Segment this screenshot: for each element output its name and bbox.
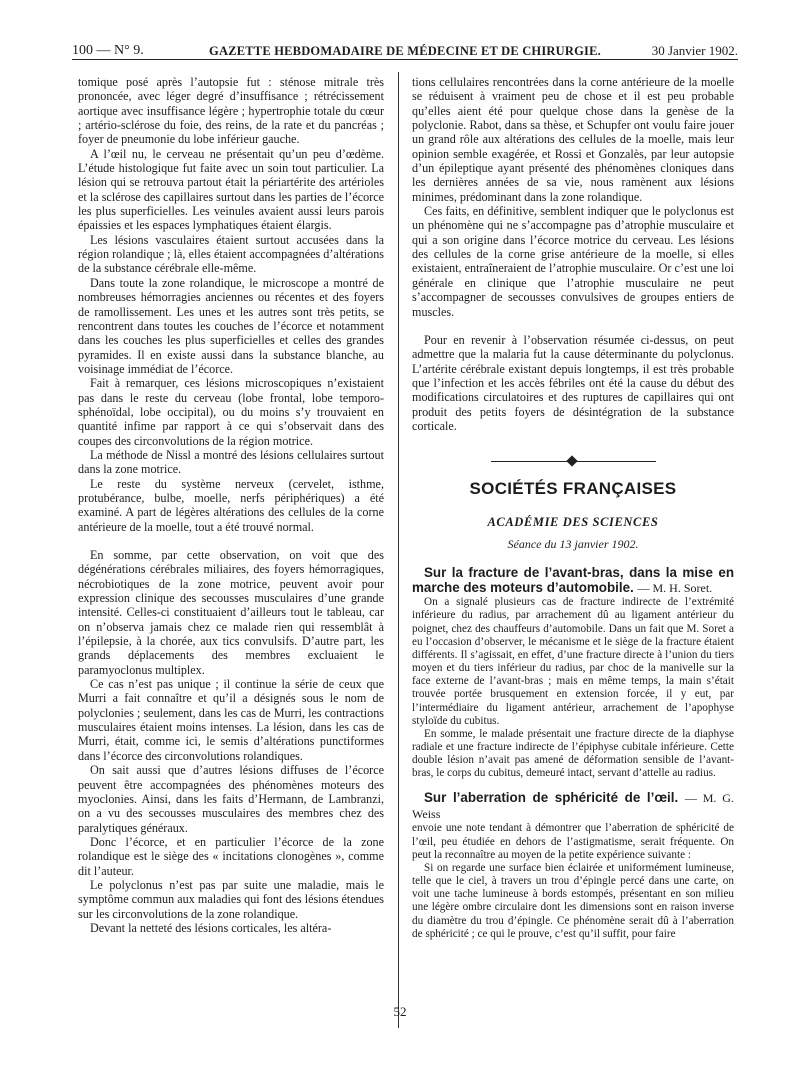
article-title-text: Sur la fracture de l’avant-bras, dans la mise en marche des moteurs d’automobile.	[412, 565, 734, 596]
paragraph: La méthode de Nissl a montré des lésions cellulaires surtout dans la zone motrice.	[78, 447, 384, 477]
column-divider	[398, 72, 399, 1028]
article-aberration	[412, 790, 734, 940]
paragraph: On a signalé plusieurs cas de fracture indirecte de l’extrémité inférieure du radius, par arrachement dû au ligament antérieur du poignet, chez des chauffeurs d’automobile. Dans un fait que M. Soret a eu l’occasion d’observer, le mécanisme et le siège de la fracture étaient différents. Il s’agissait, en effet, d’une fracture directe à l’union du tiers moyen et du tiers inférieur du radius, par choc de la manivelle sur la face externe de l’avant-bras ; mais en même temps, la main s’était trouvée portée brusquement en extension forcée, il y eut, par l’intermédiaire du ligament antérieur, arrachement de l’apophyse styloïde du cubitus.	[412, 596, 734, 727]
paragraph: A l’œil nu, le cerveau ne présentait qu’un peu d’œdème. L’étude histologique fut faite avec un soin tout particulier. La lésion qui se retrouva partout était la périartérite des artérioles et la sclérose des capillaires surtout dans les parties de l’écorce les plus superficielles. Les veinules avaient aussi leurs parois épaissies et les espaces lymphatiques étaient élargis.	[78, 146, 384, 233]
paragraph: envoie une note tendant à démontrer que l’aberration de sphéricité de l’œil, peu étudiée en dehors de l’astigmatisme, serait fréquente. On peut la reconnaître au moyen de la petite expérience suivante :	[412, 822, 734, 861]
journal-title: GAZETTE HEBDOMADAIRE DE MÉDECINE ET DE CHIRURGIE.	[209, 44, 601, 58]
paragraph: Le reste du système nerveux (cervelet, isthme, protubérance, bulbe, moelle, nerfs périphériques) a été examiné. A part de légères altérations des cellules de la corne antérieure de la moelle, tout a été trouvé normal.	[78, 476, 384, 534]
paragraph: Devant la netteté des lésions corticales, les altéra-	[90, 920, 332, 935]
separator-ornament-icon	[566, 456, 577, 467]
paragraph: Ce cas n’est pas unique ; il continue la série de ceux que Murri a fait connaître et qu’il a désignés sous le nom de polyclonies ; seulement, dans les cas de Murri, les contractions musculaires étaient moins intenses. La lésion, dans les cas de Murri, était, comme ici, le semis d’altérations punctiformes dans l’écorce des circonvolutions rolandiques.	[78, 677, 384, 763]
paragraph: Si on regarde une surface bien éclairée et uniformément lumineuse, telle que le ciel, à travers un trou d’épingle percé dans une carte, on voit une tache lumineuse à bords estompés, présentant en son milieu une légère ombre circulaire dont les dimensions sont en raison inverse du diamètre du trou d’épingle. Ce phénomène serait dû à l’aberration de sphéricité ; ce qui le prouve, c’est qu’il suffit, pour faire	[412, 861, 734, 940]
left-column	[78, 75, 384, 1035]
section-separator	[491, 455, 656, 468]
paragraph: tomique posé après l’autopsie fut : sténose mitrale très prononcée, avec léger degré d’insuffisance ; rétrécissement aortique avec insuffisance légère ; hypertrophie totale du cœur ; artério-sclérose du foie, des reins, de la rate et du pancréas ; foyer de pneumonie du lobe inférieur gauche.	[78, 75, 384, 147]
issue-date: 30 Janvier 1902.	[651, 43, 738, 58]
session-date: Séance du 13 janvier 1902.	[507, 536, 639, 551]
running-header	[72, 37, 738, 60]
article-fracture	[412, 565, 734, 780]
paragraph-gap	[78, 534, 384, 548]
paragraph: Dans toute la zone rolandique, le microscope a montré de nombreuses hémorragies anciennes ou récentes et des foyers de ramollissement. Les unes et les autres sont très petits, se rencontrent dans toutes les couches de l’écorce et notamment dans les couches les plus superficielles et celles des grandes pyramides. Il en existe aussi dans la substance blanche, au voisinage immédiat de l’écorce.	[78, 275, 384, 376]
article-title	[412, 790, 734, 822]
article-author: — M. G. Weiss	[412, 791, 734, 822]
paragraph: En somme, par cette observation, on voit que des dégénérations cérébrales miliaires, des foyers hémorragiques, nécrobiotiques de la zone motrice, peuvent avoir pour expression clinique des secousses musculaires d’une grande intensité. Celles-ci constituaient d’ailleurs tout le tableau, car on n’observa jamais chez ce malade rien qui ressemblât à l’épilepsie, à la chorée, aux tics convulsifs. D’autre part, les grands déplacements des membres excluaient le paramyoclonus multiplex.	[78, 548, 384, 677]
paragraph: Fait à remarquer, ces lésions microscopiques n’existaient pas dans le reste du cerveau (lobe frontal, lobe temporo-sphénoïdal, lobe occipital), ou du moins s’y trouvaient en quantité infime par rapport à ce qui s’observait dans des coupes des circonvolutions de la région motrice.	[78, 376, 384, 448]
paragraph-gap	[412, 319, 734, 333]
paragraph: En somme, le malade présentait une fracture directe de la diaphyse radiale et une fracture indirecte de l’épiphyse cubitale inférieure. Cette double lésion n’avait pas amené de déformation sensible de l’avant-bras, le corps du cubitus, demeuré intact, servant d’attelle au radius.	[412, 727, 734, 780]
article-body	[412, 596, 734, 780]
paragraph: Le polyclonus n’est pas par suite une maladie, mais le symptôme commun aux maladies qui font des lésions étendues sur les circonvolutions de la zone rolandique.	[78, 877, 384, 921]
right-column	[412, 75, 734, 1035]
paragraph: Les lésions vasculaires étaient surtout accusées dans la région rolandique ; là, elles étaient accompagnées d’altérations de la substance cérébrale elle-même.	[78, 232, 384, 276]
article-author: — M. H. Soret.	[637, 581, 713, 596]
article-gap	[412, 780, 734, 790]
paragraph: tions cellulaires rencontrées dans la corne antérieure de la moelle se réduisent à vraiment peu de chose et il est peu probable qu’elles aient été pour quelque chose dans la genèse de la polyclonie. Rabot, dans sa thèse, et Schupfer ont voulu faire jouer un grand rôle aux altérations des cellules de la moelle, mais leur opinion semble exagérée, et Rossi et Gonzalès, par leur autopsie d’un épileptique ayant présenté des phénomènes cloniques dans les dernières années de sa vie, nous ramènent aux lésions minimes, prédominant dans la zone rolandique.	[412, 75, 734, 204]
paragraph: Donc l’écorce, et en particulier l’écorce de la zone rolandique est le siège des « incitations clonogènes », comme dit l’auteur.	[78, 834, 384, 878]
page-number: 52	[393, 1004, 407, 1019]
article-title-text: Sur l’aberration de sphéricité de l’œil.	[424, 790, 679, 806]
section-title: SOCIÉTÉS FRANÇAISES	[469, 479, 677, 499]
paragraph: Ces faits, en définitive, semblent indiquer que le polyclonus est un phénomène qui ne s’accompagne pas d’atrophie musculaire et qui a son origine dans l’écorce motrice du cerveau. Les lésions des cellules de la corne grise antérieure de la moelle, si elles existaient, entraîneraient de l’atrophie musculaire. Or c’est une loi générale en clinique que l’atrophie musculaire ne peut s’accompagner de secousses convulsives de groupes entiers de muscles.	[412, 204, 734, 319]
article-body	[412, 822, 734, 940]
page-issue-number: 100 — N° 9.	[72, 43, 144, 58]
paragraph: On sait aussi que d’autres lésions diffuses de l’écorce peuvent être accompagnées des phénomènes moteurs des myoclonies. Ainsi, dans les faits d’Hermann, de Lambranzi, on a vu des secousses musculaires des membres chez des paralytiques généraux.	[78, 763, 384, 835]
academy-heading: ACADÉMIE DES SCIENCES	[487, 514, 659, 529]
paragraph: Pour en revenir à l’observation résumée ci-dessus, on peut admettre que la malaria fut la cause déterminante du polyclonus. L’artérite cérébrale existant depuis longtemps, il est très probable que l’infection et les accès fébriles ont été la cause du début des modifications circulatoires et des ruptures de capillaires qui ont produit des petits foyers de désintégration de la substance corticale.	[412, 332, 734, 433]
article-title	[412, 565, 734, 596]
